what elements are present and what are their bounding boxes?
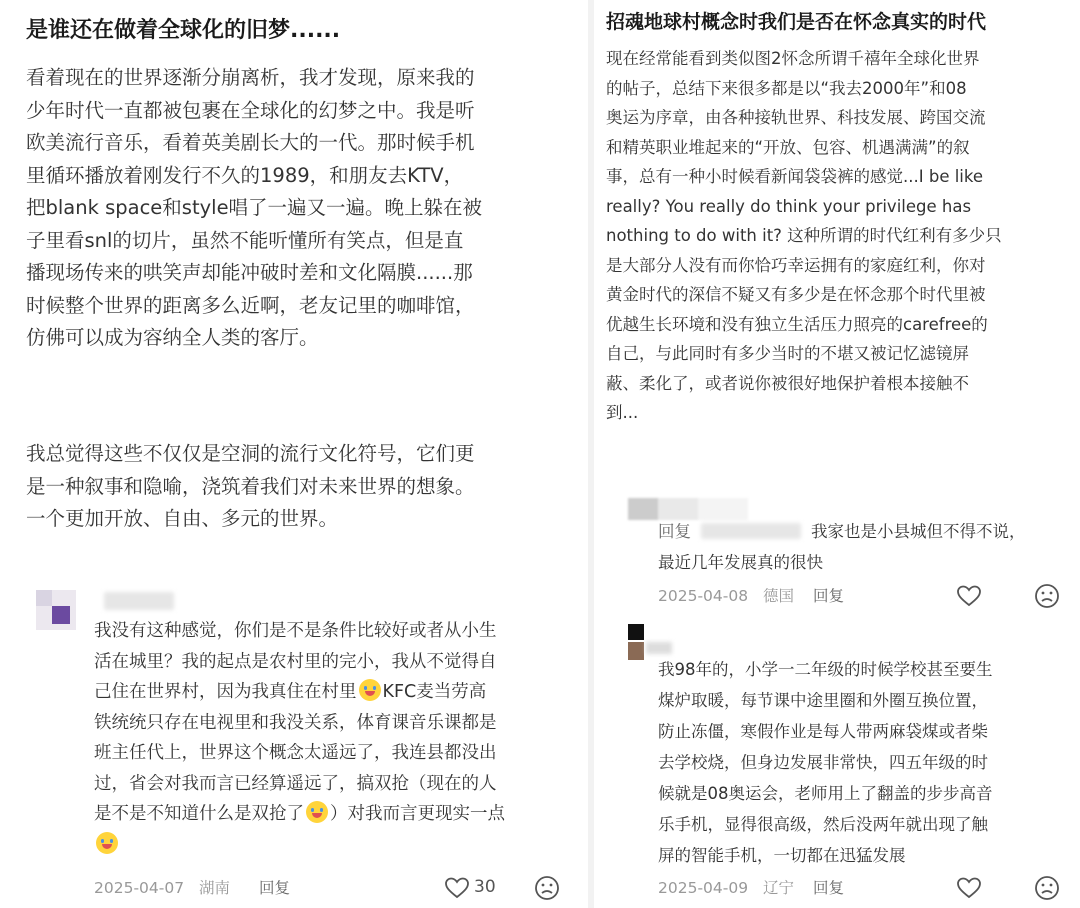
username-blurred[interactable] (104, 592, 174, 610)
comment-line: 候就是08奥运会，老师用上了翻盖的步步高音 (658, 784, 993, 803)
comment-meta (658, 584, 854, 606)
comment-meta (94, 876, 300, 898)
comment-line: 活在城里？我的起点是农村里的完小，我从不觉得自 (94, 651, 497, 672)
crying-face-icon (359, 679, 381, 701)
body-line: 和精英职业堆起来的“开放、包容、机遇满满”的叙 (606, 137, 970, 157)
heart-icon[interactable] (444, 876, 470, 900)
comment-line: 防止冻僵，寒假作业是每人带两麻袋煤或者柴 (658, 722, 988, 741)
body-line: 蔽、柔化了，或者说你被很好地保护着根本接触不 (606, 373, 969, 393)
body-line: 事，总有一种小时候看新闻袋袋裤的感觉...I be like (606, 167, 984, 186)
username-blurred[interactable] (701, 523, 801, 539)
post-body (606, 44, 1068, 428)
comment-text (658, 516, 1068, 578)
post-body-paragraph-2 (26, 438, 571, 536)
post-title: 是谁还在做着全球化的旧梦...... (26, 18, 341, 43)
comment-meta (658, 876, 854, 898)
frown-face-icon[interactable] (534, 875, 560, 901)
body-line: 少年时代一直都被包裹在全球化的幻梦之中。我是听 (26, 98, 475, 122)
comment-text (658, 654, 1072, 871)
body-line: 子里看snl的切片，虽然不能听懂所有笑点，但是直 (26, 228, 464, 252)
body-line: 黄金时代的深信不疑又有多少是在怀念那个时代里被 (606, 285, 986, 304)
comment-line: 最近几年发展真的很快 (658, 553, 823, 572)
body-line: 时候整个世界的距离多么近啊，老友记里的咖啡馆， (26, 293, 475, 317)
body-line: 现在经常能看到类似图2怀念所谓千禧年全球化世界 (606, 49, 980, 68)
comment-date: 2025-04-07 (94, 879, 185, 897)
reply-button[interactable]: 回复 (258, 879, 290, 897)
body-line: 仿佛可以成为容纳全人类的客厅。 (26, 326, 319, 349)
post-body (26, 62, 571, 355)
comment-line: 班主任代上，世界这个概念太遥远了，我连县都没出 (94, 743, 497, 763)
body-line: 里循环播放着刚发行不久的1989，和朋友去KTV， (26, 163, 464, 187)
avatar[interactable] (628, 624, 644, 660)
like-count: 30 (474, 877, 496, 897)
heart-icon[interactable] (956, 584, 982, 608)
body-line: 我总觉得这些不仅仅是空洞的流行文化符号，它们更 (26, 442, 475, 465)
body-line: 播现场传来的哄笑声却能冲破时差和文化隔膜......那 (26, 261, 473, 284)
comment-text (94, 616, 574, 860)
comment-line: 煤炉取暖，每节课中途里圈和外圈互换位置， (658, 691, 988, 710)
comment-location: 湖南 (199, 879, 231, 897)
comment-line: 过，省会对我而言已经算遥远了，搞双抢（现在的人 (94, 773, 497, 794)
comment-line: 铁统统只存在电视里和我没关系，体育课音乐课都是 (94, 712, 497, 733)
body-line: 是大部分人没有而你恰巧幸运拥有的家庭红利，你对 (606, 255, 986, 275)
comment-line: 去学校烧，但身边发展非常快，四五年级的时 (658, 753, 988, 772)
body-line: really? You really do think your privilege has (606, 196, 972, 216)
comment-location: 德国 (763, 587, 795, 605)
body-line: nothing to do with it? 这种所谓的时代红利有多少只 (606, 226, 1002, 245)
body-line: 一个更加开放、自由、多元的世界。 (26, 507, 339, 530)
comment-line: KFC麦当劳高 (382, 682, 487, 702)
heart-icon[interactable] (956, 876, 982, 900)
comment-line: 是不是不知道什么是双抢了 (94, 804, 304, 824)
comment-line: 己住在世界村，因为我真住在村里 (94, 682, 357, 702)
comment-line: 我家也是小县城但不得不说， (811, 522, 1026, 541)
reply-button[interactable]: 回复 (812, 879, 844, 897)
body-line: 到... (606, 403, 639, 422)
comment-line: 我没有这种感觉，你们是不是条件比较好或者从小生 (94, 621, 497, 641)
body-line: 是一种叙事和隐喻，浇筑着我们对未来世界的想象。 (26, 474, 475, 498)
body-line: 看着现在的世界逐渐分崩离析，我才发现，原来我的 (26, 66, 475, 89)
reply-button[interactable]: 回复 (812, 587, 844, 605)
body-line: 把blank space和style唱了一遍又一遍。晚上躲在被 (26, 196, 483, 219)
comment-location: 辽宁 (763, 879, 795, 897)
body-line: 自己，与此同时有多少当时的不堪又被记忆滤镜屏 (606, 344, 969, 363)
right-post-panel (594, 0, 1080, 908)
avatar[interactable] (36, 590, 76, 630)
comment-date: 2025-04-08 (658, 587, 749, 605)
comment-line: 屏的智能手机，一切都在迅猛发展 (658, 846, 906, 865)
frown-face-icon[interactable] (1034, 583, 1060, 609)
crying-face-icon (96, 832, 118, 854)
comment-line: 乐手机，显得很高级，然后没两年就出现了触 (658, 815, 988, 834)
body-line: 优越生长环境和没有独立生活压力照亮的carefree的 (606, 314, 988, 334)
comment-date: 2025-04-09 (658, 879, 749, 897)
body-line: 欧美流行音乐，看着英美剧长大的一代。那时候手机 (26, 131, 475, 154)
frown-face-icon[interactable] (1034, 875, 1060, 901)
body-line: 奥运为序章，由各种接轨世界、科技发展、跨国交流 (606, 108, 986, 127)
reply-prefix: 回复 (658, 522, 691, 541)
comment-line: 我98年的，小学一二年级的时候学校甚至要生 (658, 660, 993, 679)
body-line: 的帖子，总结下来很多都是以“我去2000年”和08 (606, 78, 967, 98)
post-title: 招魂地球村概念时我们是否在怀念真实的时代 (606, 11, 987, 33)
crying-face-icon (306, 801, 328, 823)
comment-line: ）对我而言更现实一点 (330, 804, 505, 824)
